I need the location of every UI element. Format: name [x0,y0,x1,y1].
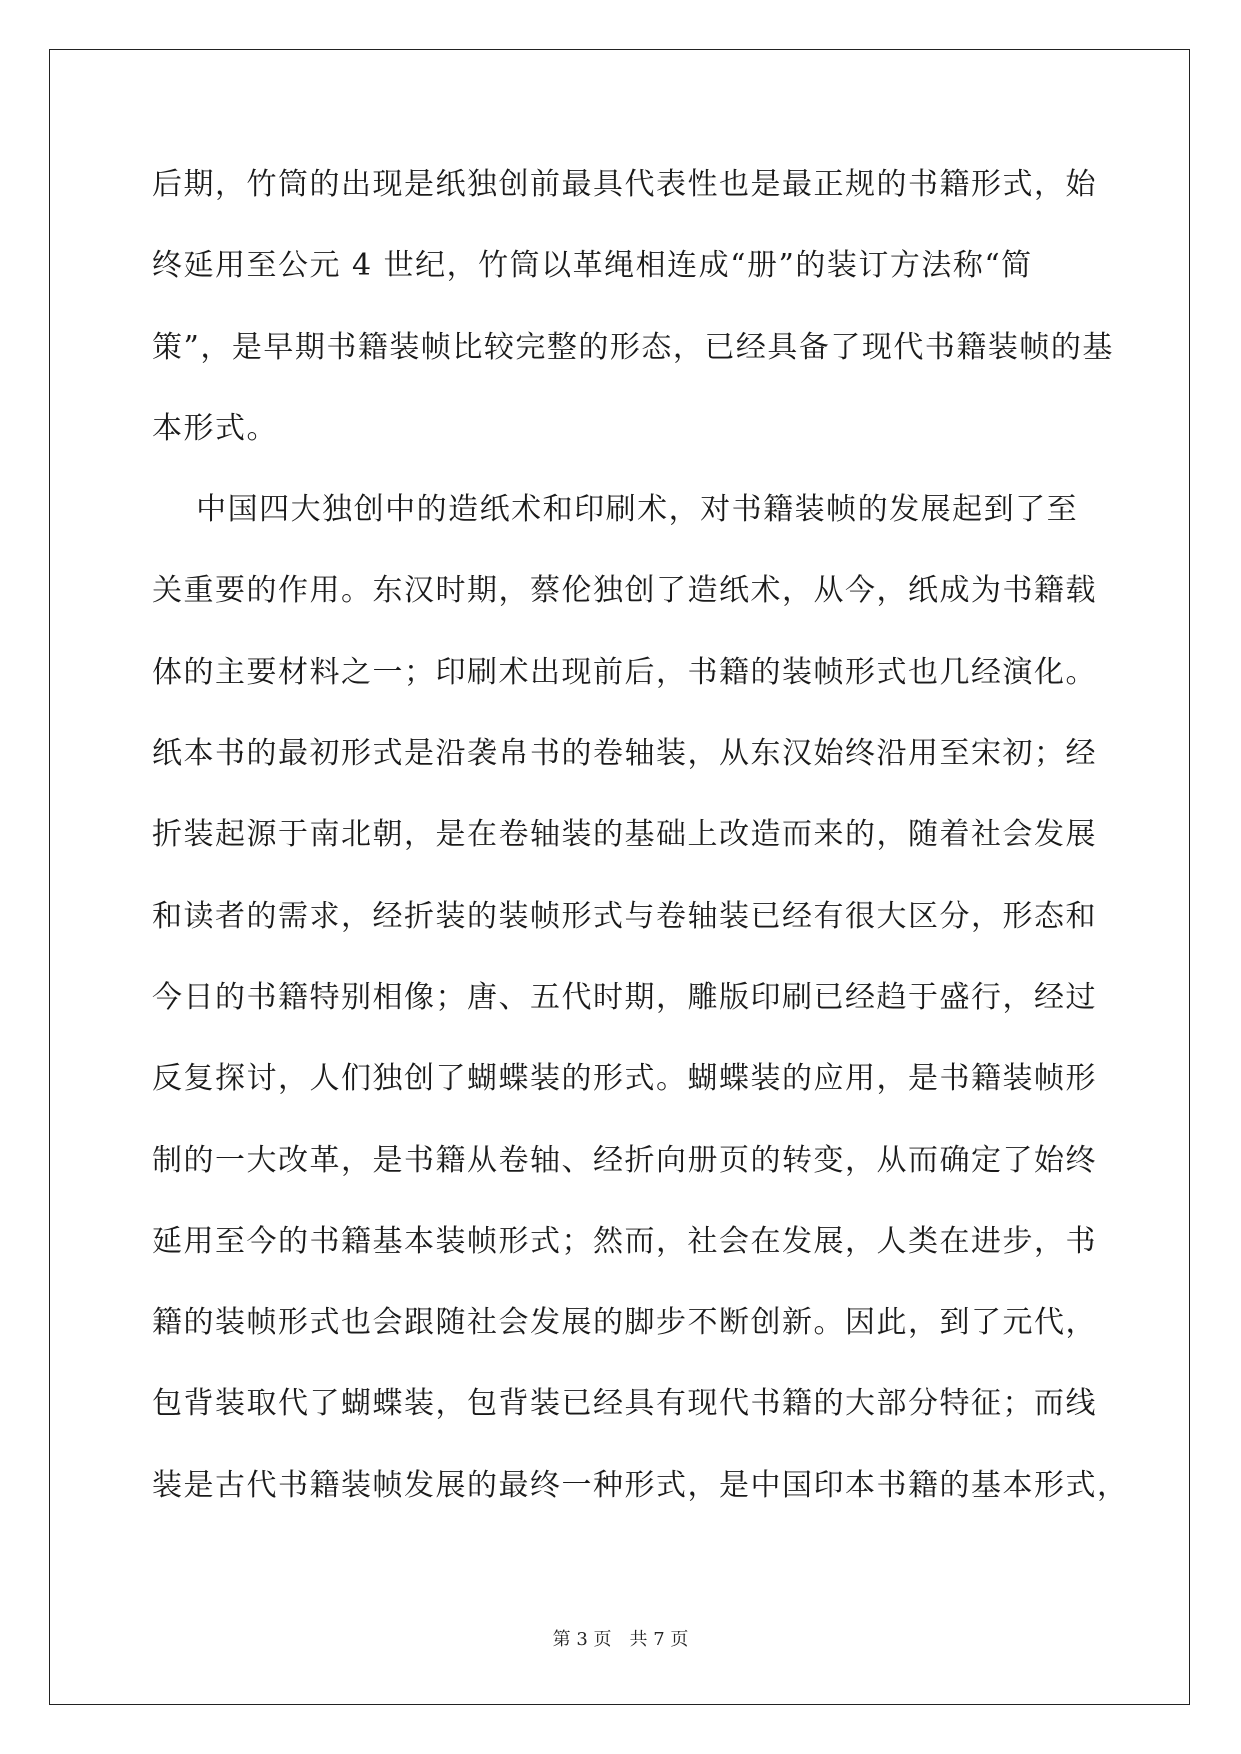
text-line: 装是古代书籍装帧发展的最终一种形式，是中国印本书籍的基本形式， [152,1467,1129,1503]
text-line: 反复探讨，人们独创了蝴蝶装的形式。蝴蝶装的应用，是书籍装帧形 [152,1061,1097,1097]
text-line: 终延用至公元 4 世纪，竹筒以革绳相连成“册”的装订方法称“简 [152,248,1033,284]
text-line: 延用至今的书籍基本装帧形式；然而，社会在发展，人类在进步，书 [152,1223,1097,1259]
text-line: 策”，是早期书籍装帧比较完整的形态，已经具备了现代书籍装帧的基 [152,329,1114,365]
text-line: 关重要的作用。东汉时期，蔡伦独创了造纸术，从今，纸成为书籍载 [152,573,1097,609]
text-line: 体的主要材料之一；印刷术出现前后，书籍的装帧形式也几经演化。 [152,654,1097,690]
text-line: 包背装取代了蝴蝶装，包背装已经具有现代书籍的大部分特征；而线 [152,1386,1097,1422]
text-line: 折装起源于南北朝，是在卷轴装的基础上改造而来的，随着社会发展 [152,817,1097,853]
text-line: 本形式。 [152,410,278,446]
text-line: 制的一大改革，是书籍从卷轴、经折向册页的转变，从而确定了始终 [152,1142,1097,1178]
text-line: 中国四大独创中的造纸术和印刷术，对书籍装帧的发展起到了至 [152,492,1079,528]
text-line: 和读者的需求，经折装的装帧形式与卷轴装已经有很大区分，形态和 [152,898,1097,934]
text-line: 后期，竹筒的出现是纸独创前最具代表性也是最正规的书籍形式，始 [152,167,1097,202]
text-line: 今日的书籍特别相像；唐、五代时期，雕版印刷已经趋于盛行，经过 [152,979,1097,1015]
text-line: 纸本书的最初形式是沿袭帛书的卷轴装，从东汉始终沿用至宋初；经 [152,736,1097,772]
document-body [152,160,1129,1542]
text-line: 籍的装帧形式也会跟随社会发展的脚步不断创新。因此，到了元代， [152,1305,1097,1341]
page-footer: 第 3 页 共 7 页 [552,1629,689,1650]
